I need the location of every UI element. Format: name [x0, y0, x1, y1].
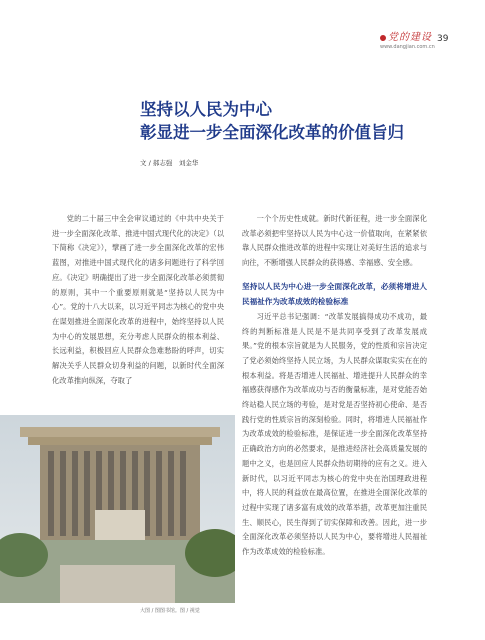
brand-url: www.dangjian.com.cn	[380, 44, 435, 50]
byline: 文 / 郝志强 刘金华	[140, 159, 199, 167]
right-column	[242, 212, 427, 560]
left-column	[52, 212, 224, 388]
brand-mark-icon	[380, 35, 386, 41]
title-line-2: 彰显进一步全面深化改革的价值旨归	[140, 123, 404, 142]
page-number: 39	[437, 34, 449, 44]
building-illustration	[0, 415, 235, 603]
article-title	[140, 98, 450, 144]
brand-name: 党的建设	[388, 32, 432, 43]
left-paragraph: 党的二十届三中全会审议通过的《中共中央关于进一步全面深化改革、推进中国式现代化的决定》（以下简称《决定》），擘画了进一步全面深化改革的宏伟蓝图，对推进中国式现代化的诸多问题进行了科学回应。《决定》明确提出了进一步全面深化改革必须贯彻的原则，其中一个重要原则就是“坚持以人民为中心”。党的十八大以来，以习近平同志为核心的党中央在谋划推进全面深化改革的进程中，始终坚持以人民为中心的发展思想，充分考虑人民群众的根本利益、长远利益，积极回应人民群众急难愁盼的呼声，切实解决关乎人民群众切身利益的问题，以新时代全面深化改革推向纵深，夺取了	[52, 214, 224, 385]
right-intro-paragraph: 一个个历史性成就。新时代新征程，进一步全面深化改革必须把牢坚持以人民为中心这一价值取向，在紧紧依靠人民群众推进改革的进程中实现让对美好生活的追求与向往，不断增强人民群众的获得感、幸福感、安全感。	[242, 214, 427, 268]
right-body-paragraph: 习近平总书记强调：“改革发展搞得成功不成功，最终的判断标准是人民是不是共同享受到了改革发展成果。”党的根本宗旨就是为人民服务，党的性质和宗旨决定了党必须始终坚持人民立场，为人民群众谋取实实在在的根本利益。将是否增进人民福祉、增进提升人民群众的幸福感获得感作为改革成功与否的衡量标准，是对党能否始终站稳人民立场的考验，是对党是否坚持初心使命、是否践行党的性质宗旨的深刻检验。同时，将增进人民福祉作为改革成效的检验标准，是保证进一步全面深化改革坚持正确政治方向的必然要求，是推进经济社会高质量发展的题中之义，也是回应人民群众热切期待的应有之义。进入新时代，以习近平同志为核心的党中央在治国理政进程中，将人民的利益放在最高位置，在推进全面深化改革的过程中实现了诸多富有成效的改革举措，改革更加注重民生、顺民心，民生得到了切实保障和改善。因此，进一步全面深化改革必须坚持以人民为中心，要将增进人民福祉作为改革成效的检验标准。	[242, 311, 427, 557]
section-subhead: 坚持以人民为中心进一步全面深化改革，必须将增进人民福祉作为改革成效的检验标准	[242, 281, 427, 306]
photo-caption: 大图 / 图图书馆。图 / 视觉	[140, 608, 200, 614]
title-line-1: 坚持以人民为中心	[140, 100, 272, 119]
library-building-photo	[0, 415, 235, 603]
